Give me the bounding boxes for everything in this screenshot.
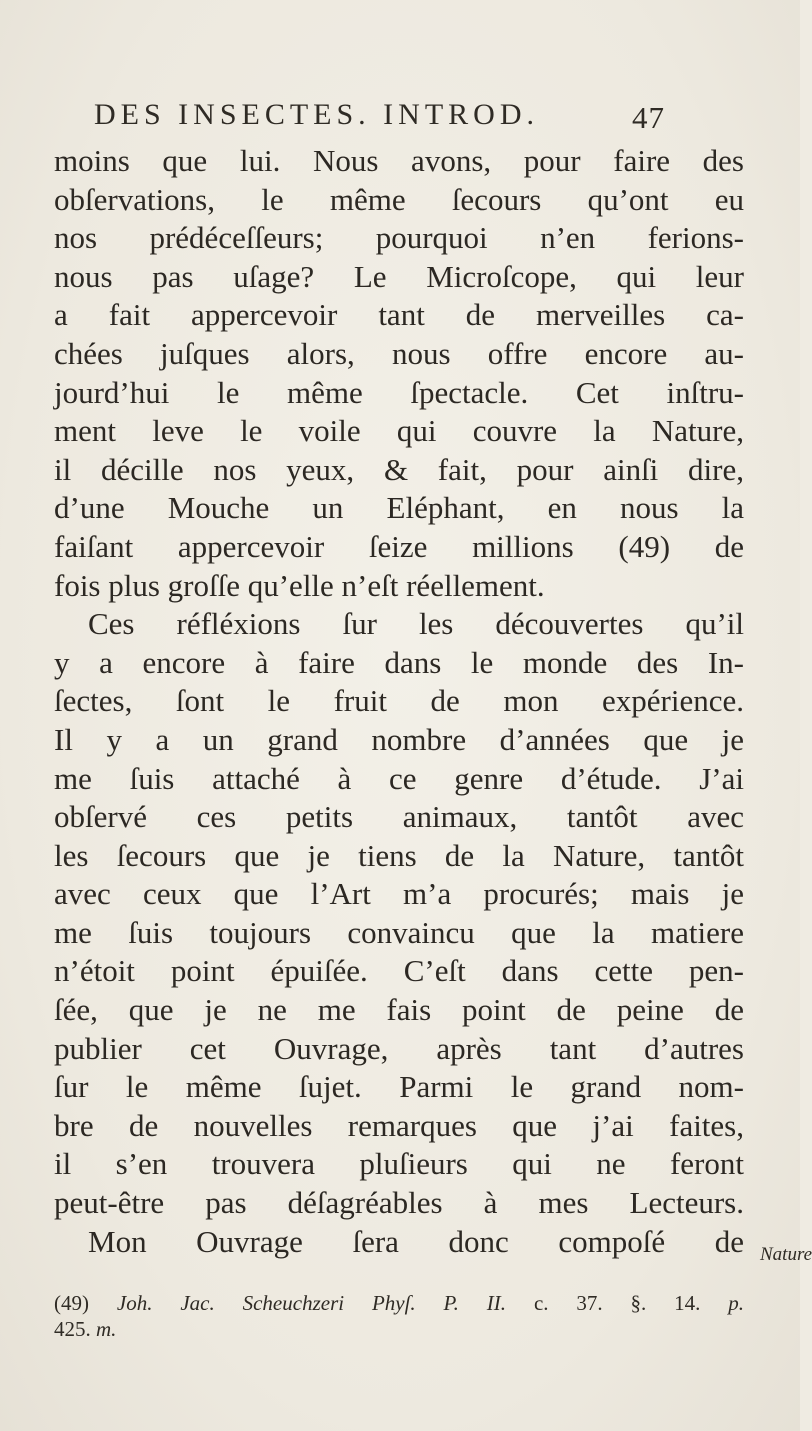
- text-line: chées juſques alors, nous offre encore au-: [54, 335, 744, 371]
- footnote-citation: Joh. Jac. Scheuchzeri Phyſ. P. II.: [116, 1291, 507, 1315]
- text-line: n’étoit point épuiſée. C’eſt dans cette pen-: [54, 953, 744, 989]
- page-number: 47: [632, 100, 665, 135]
- text-line: ment leve le voile qui couvre la Nature,: [54, 413, 744, 449]
- footnote-line-1: [54, 1290, 744, 1316]
- body-text: [54, 142, 744, 1261]
- running-head-title: DES INSECTES. INTROD.: [94, 98, 540, 131]
- footnote-locator: c. 37. §. 14.: [533, 1291, 701, 1315]
- footnote-page-abbr: p.: [728, 1291, 745, 1315]
- text-line: Il y a un grand nombre d’années que je: [54, 721, 744, 757]
- text-line: peut-être pas déſagréables à mes Lecteurs.: [54, 1185, 744, 1221]
- text-line: Ces réfléxions ſur les découvertes qu’il: [88, 606, 744, 642]
- footnote-line-abbr: m.: [96, 1317, 117, 1341]
- text-line: me ſuis attaché à ce genre d’étude. J’ai: [54, 760, 744, 796]
- text-line: a fait appercevoir tant de merveilles ca-: [54, 297, 744, 333]
- running-head: [94, 98, 694, 138]
- text-line: bre de nouvelles remarques que j’ai faites,: [54, 1107, 744, 1143]
- text-line: nous pas uſage? Le Microſcope, qui leur: [54, 258, 744, 294]
- text-line: moins que lui. Nous avons, pour faire des: [54, 143, 744, 178]
- text-line: ſectes, ſont le fruit de mon expérience.: [54, 683, 744, 719]
- text-line: d’une Mouche un Eléphant, en nous la: [54, 490, 744, 526]
- footnote-ref: (49): [54, 1291, 89, 1315]
- footnote-page-number: 425.: [54, 1317, 91, 1341]
- text-line: les ſecours que je tiens de la Nature, tantôt: [54, 837, 744, 873]
- text-line: obſervations, le même ſecours qu’ont eu: [54, 181, 744, 217]
- text-line: nos prédéceſſeurs; pourquoi n’en ferions-: [54, 220, 744, 256]
- footnote: [54, 1290, 744, 1342]
- footnote-line-2: [54, 1316, 744, 1342]
- text-line: jourd’hui le même ſpectacle. Cet inſtru-: [54, 374, 744, 410]
- text-line: Mon Ouvrage ſera donc compoſé de: [88, 1223, 744, 1259]
- text-line: avec ceux que l’Art m’a procurés; mais je: [54, 876, 744, 912]
- text-line: il décille nos yeux, & fait, pour ainſi dire,: [54, 451, 744, 487]
- text-line: obſervé ces petits animaux, tantôt avec: [54, 799, 744, 835]
- text-line: ſée, que je ne me fais point de peine de: [54, 992, 744, 1028]
- text-line: ſur le même ſujet. Parmi le grand nom-: [54, 1069, 744, 1105]
- text-line: me ſuis toujours convaincu que la matiere: [54, 914, 744, 950]
- text-line: il s’en trouvera pluſieurs qui ne feront: [54, 1146, 744, 1182]
- text-line: y a encore à faire dans le monde des In-: [54, 644, 744, 680]
- margin-note: Nature: [760, 1244, 812, 1265]
- text-line: fois plus groſſe qu’elle n’eſt réellement.: [54, 567, 545, 603]
- text-line: publier cet Ouvrage, après tant d’autres: [54, 1030, 744, 1066]
- text-line: faiſant appercevoir ſeize millions (49) de: [54, 528, 744, 564]
